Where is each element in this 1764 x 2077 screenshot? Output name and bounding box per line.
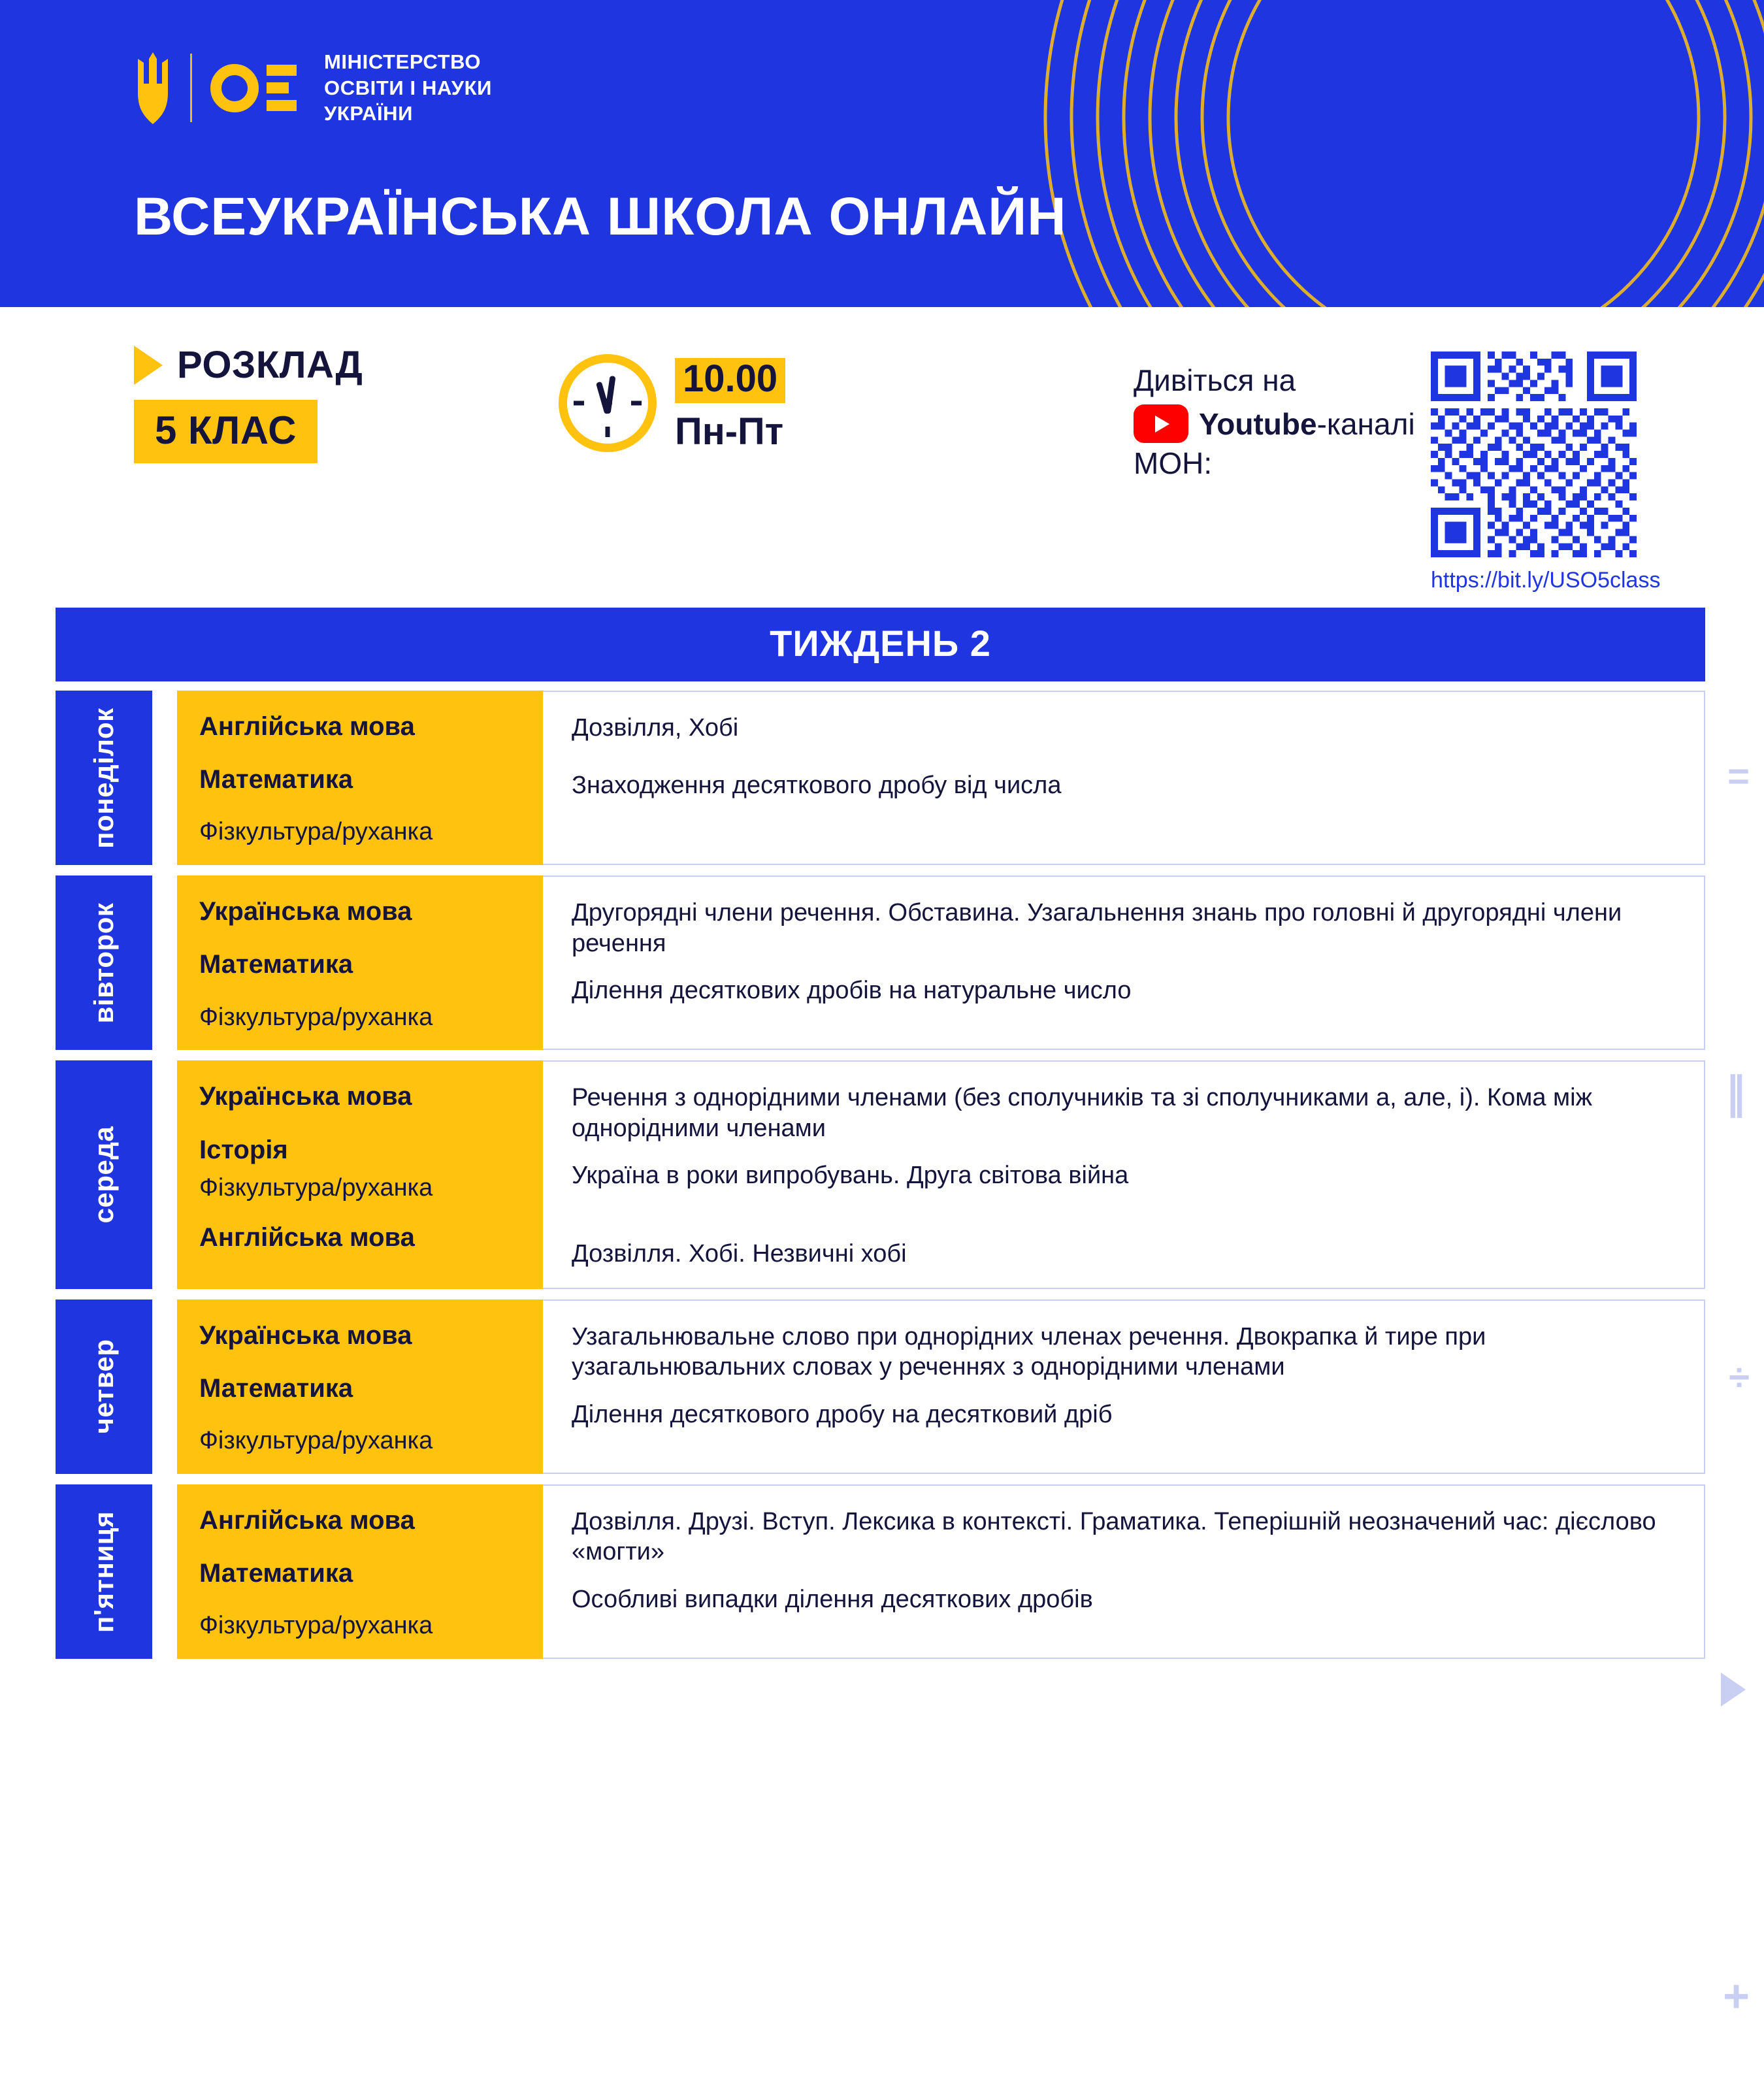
day-name: понеділок: [88, 707, 119, 849]
day-label-wednesday: [56, 1060, 152, 1288]
subject-item: Англійська мова: [199, 1222, 415, 1252]
watch-line-3: МОН:: [1134, 446, 1213, 480]
play-triangle-icon: [134, 346, 163, 385]
logo-divider: [190, 54, 192, 122]
schedule-link[interactable]: https://bit.ly/USO5class: [1431, 568, 1661, 593]
subject-item: Фізкультура/руханка: [199, 1612, 433, 1640]
oe-mark: [210, 64, 297, 112]
youtube-brand-text: Youtube: [1199, 406, 1317, 441]
topic-item: Дозвілля. Друзі. Вступ. Лексика в контексті. Граматика. Теперішній неозначений час: дієслово «могти»: [572, 1508, 1656, 1566]
topics-cell-monday: [543, 691, 1705, 865]
topic-item: Другорядні члени речення. Обставина. Узагальнення знань про головні й другорядні члени речення: [572, 899, 1622, 957]
trident-icon: [134, 52, 172, 124]
subject-item: Математика: [199, 765, 353, 794]
watch-line-1: Дивіться на: [1134, 363, 1296, 397]
youtube-channel-suffix: -каналі: [1316, 406, 1415, 441]
topics-cell-wednesday: [543, 1060, 1705, 1288]
day-label-tuesday: [56, 875, 152, 1050]
ministry-line-3: УКРАЇНИ: [324, 102, 413, 125]
logo-o-shape: [210, 64, 259, 112]
day-name: вівторок: [88, 902, 119, 1024]
page-title: ВСЕУКРАЇНСЬКА ШКОЛА ОНЛАЙН: [134, 187, 1067, 246]
header-arc-decoration: [1006, 0, 1764, 307]
ministry-line-2: ОСВІТИ І НАУКИ: [324, 76, 493, 99]
day-name: четвер: [88, 1339, 119, 1434]
subjects-cell-friday: [177, 1484, 543, 1659]
topic-item: Особливі випадки ділення десяткових дробів: [572, 1585, 1093, 1613]
subject-item: Математика: [199, 1559, 353, 1588]
parallel-icon: ∥: [1725, 1069, 1747, 1117]
subject-item: Фізкультура/руханка: [199, 1003, 433, 1031]
qr-block[interactable]: [1431, 352, 1661, 593]
divide-icon: ÷: [1729, 1356, 1750, 1399]
clock-icon: [559, 354, 657, 452]
topics-cell-tuesday: [543, 875, 1705, 1050]
day-label-thursday: [56, 1300, 152, 1474]
day-label-friday: [56, 1484, 152, 1659]
schedule-heading-block: [134, 343, 363, 463]
topic-item: Ділення десяткових дробів на натуральне число: [572, 976, 1132, 1004]
subjects-cell-monday: [177, 691, 543, 865]
subjects-cell-tuesday: [177, 875, 543, 1050]
triangle-icon: [1721, 1673, 1746, 1707]
broadcast-time: 10.00: [675, 358, 785, 403]
topic-item: Дозвілля, Хобі: [572, 714, 739, 742]
subject-item: Англійська мова: [199, 1506, 415, 1535]
subject-item: Фізкультура/руханка: [199, 1427, 433, 1455]
subject-item: Історія: [199, 1135, 288, 1164]
broadcast-days: Пн-Пт: [675, 410, 784, 453]
watch-brand-line: [1199, 406, 1415, 442]
schedule-label: РОЗКЛАД: [177, 344, 363, 386]
table-row: [56, 1300, 1705, 1474]
subject-item: Українська мова: [199, 1082, 412, 1111]
schedule-table: [56, 691, 1705, 1659]
topic-item: Дозвілля. Хобі. Незвичні хобі: [572, 1240, 907, 1268]
subject-item: Англійська мова: [199, 712, 415, 741]
youtube-info: [1134, 363, 1415, 481]
ministry-line-1: МІНІСТЕРСТВО: [324, 50, 482, 73]
table-row: [56, 1484, 1705, 1659]
qr-code-icon[interactable]: [1431, 352, 1637, 557]
logo-e-shape: [267, 65, 297, 111]
topics-cell-friday: [543, 1484, 1705, 1659]
day-name: середа: [88, 1126, 119, 1224]
subject-item: Математика: [199, 950, 353, 979]
subject-item: Українська мова: [199, 1320, 412, 1350]
topics-cell-thursday: [543, 1300, 1705, 1474]
ministry-name: [324, 49, 492, 127]
table-row: [56, 691, 1705, 865]
day-label-monday: [56, 691, 152, 865]
topic-item: Україна в роки випробувань. Друга світова війна: [572, 1162, 1129, 1190]
ministry-logo: [134, 49, 492, 127]
page-header: [0, 0, 1764, 307]
class-badge: 5 КЛАС: [134, 400, 318, 463]
equals-icon: =: [1727, 755, 1750, 798]
broadcast-time-block: [559, 354, 785, 453]
topic-item: Ділення десяткового дробу на десятковий дріб: [572, 1400, 1113, 1428]
subject-item: Фізкультура/руханка: [199, 1173, 433, 1202]
subject-item: Фізкультура/руханка: [199, 818, 433, 846]
topic-item: Знаходження десяткового дробу від числа: [572, 772, 1062, 800]
topic-item: Узагальнювальне слово при однорідних членах речення. Двокрапка й тире при узагальнювальних словах у реченнях з однорідними членами: [572, 1322, 1486, 1381]
week-banner: ТИЖДЕНЬ 2: [56, 608, 1705, 681]
subject-item: Українська мова: [199, 897, 412, 926]
subject-item: Математика: [199, 1374, 353, 1403]
topic-item: Речення з однорідними членами (без сполучників та зі сполучниками а, але, і). Кома між однорідними членами: [572, 1084, 1593, 1142]
subjects-cell-wednesday: [177, 1060, 543, 1288]
table-row: [56, 1060, 1705, 1288]
table-row: [56, 875, 1705, 1050]
plus-icon: +: [1723, 1971, 1750, 2021]
day-name: п'ятниця: [88, 1511, 119, 1633]
info-bar: [0, 307, 1764, 608]
subjects-cell-thursday: [177, 1300, 543, 1474]
youtube-icon[interactable]: [1134, 404, 1188, 443]
